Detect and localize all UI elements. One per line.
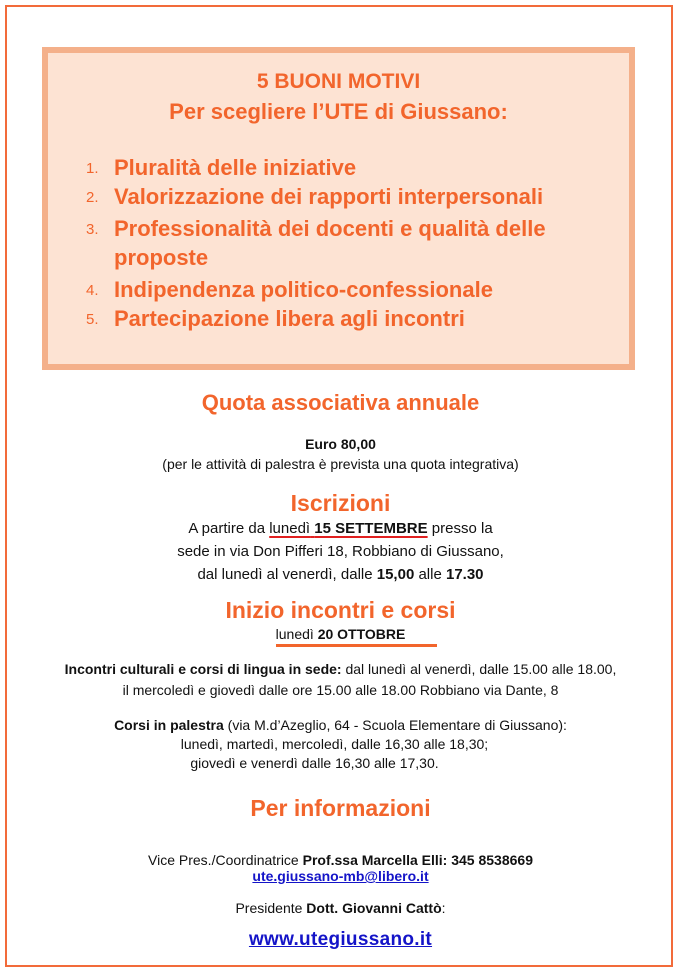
palestra-line1: Corsi in palestra (via M.d’Azeglio, 64 - Scuola Elementare di Giussano): xyxy=(114,717,567,733)
quota-note: (per le attività di palestra è prevista una quota integrativa) xyxy=(162,456,519,472)
website-link[interactable]: www.utegiussano.it xyxy=(248,929,433,950)
quota-heading: Quota associativa annuale xyxy=(201,390,480,415)
email-link[interactable]: ute.giussano-mb@libero.it xyxy=(252,868,429,884)
motivi-list xyxy=(86,153,626,333)
iscrizioni-line3: dal lunedì al venerdì, dalle 15,00 alle 17.30 xyxy=(197,566,484,583)
inizio-date: lunedì 20 OTTOBRE xyxy=(275,626,406,642)
sede-line1: Incontri culturali e corsi di lingua in sede: dal lunedì al venerdì, dalle 15.00 alle 18.00, xyxy=(64,661,617,677)
motivi-box xyxy=(42,47,635,370)
president-line: Presidente Dott. Giovanni Cattò: xyxy=(235,900,446,916)
motivi-subtitle: Per scegliere l’UTE di Giussano: xyxy=(169,99,508,124)
quota-amount: Euro 80,00 xyxy=(305,436,376,452)
list-item: 4. Indipendenza politico-confessionale xyxy=(86,277,493,302)
date-underline xyxy=(276,644,437,647)
motivi-title: 5 BUONI MOTIVI xyxy=(256,70,421,93)
list-item: 3. Professionalità dei docenti e qualità delle proposte xyxy=(86,216,546,270)
list-item: 5. Partecipazione libera agli incontri xyxy=(86,306,465,331)
iscrizioni-line2: sede in via Don Pifferi 18, Robbiano di Giussano, xyxy=(177,543,504,560)
iscrizioni-line1: A partire da lunedì 15 SETTEMBRE presso la xyxy=(188,520,493,537)
inizio-heading: Inizio incontri e corsi xyxy=(225,597,456,623)
website-line xyxy=(0,930,681,951)
sede-line2: il mercoledì e giovedì dalle ore 15.00 alle 18.00 Robbiano via Dante, 8 xyxy=(122,682,559,698)
email-line xyxy=(0,866,681,886)
iscrizioni-heading: Iscrizioni xyxy=(290,490,391,516)
vice-line: Vice Pres./Coordinatrice Prof.ssa Marcella Elli: 345 8538669 xyxy=(148,852,533,868)
palestra-line3: giovedì e venerdì dalle 16,30 alle 17,30. xyxy=(190,755,439,771)
list-item: 1. Pluralità delle iniziative xyxy=(86,155,357,180)
list-item: 2. Valorizzazione dei rapporti interpersonali xyxy=(86,184,544,209)
info-heading: Per informazioni xyxy=(250,795,431,821)
palestra-line2: lunedì, martedì, mercoledì, dalle 16,30 alle 18,30; xyxy=(180,736,489,752)
start-date: lunedì 15 SETTEMBRE xyxy=(269,520,428,537)
